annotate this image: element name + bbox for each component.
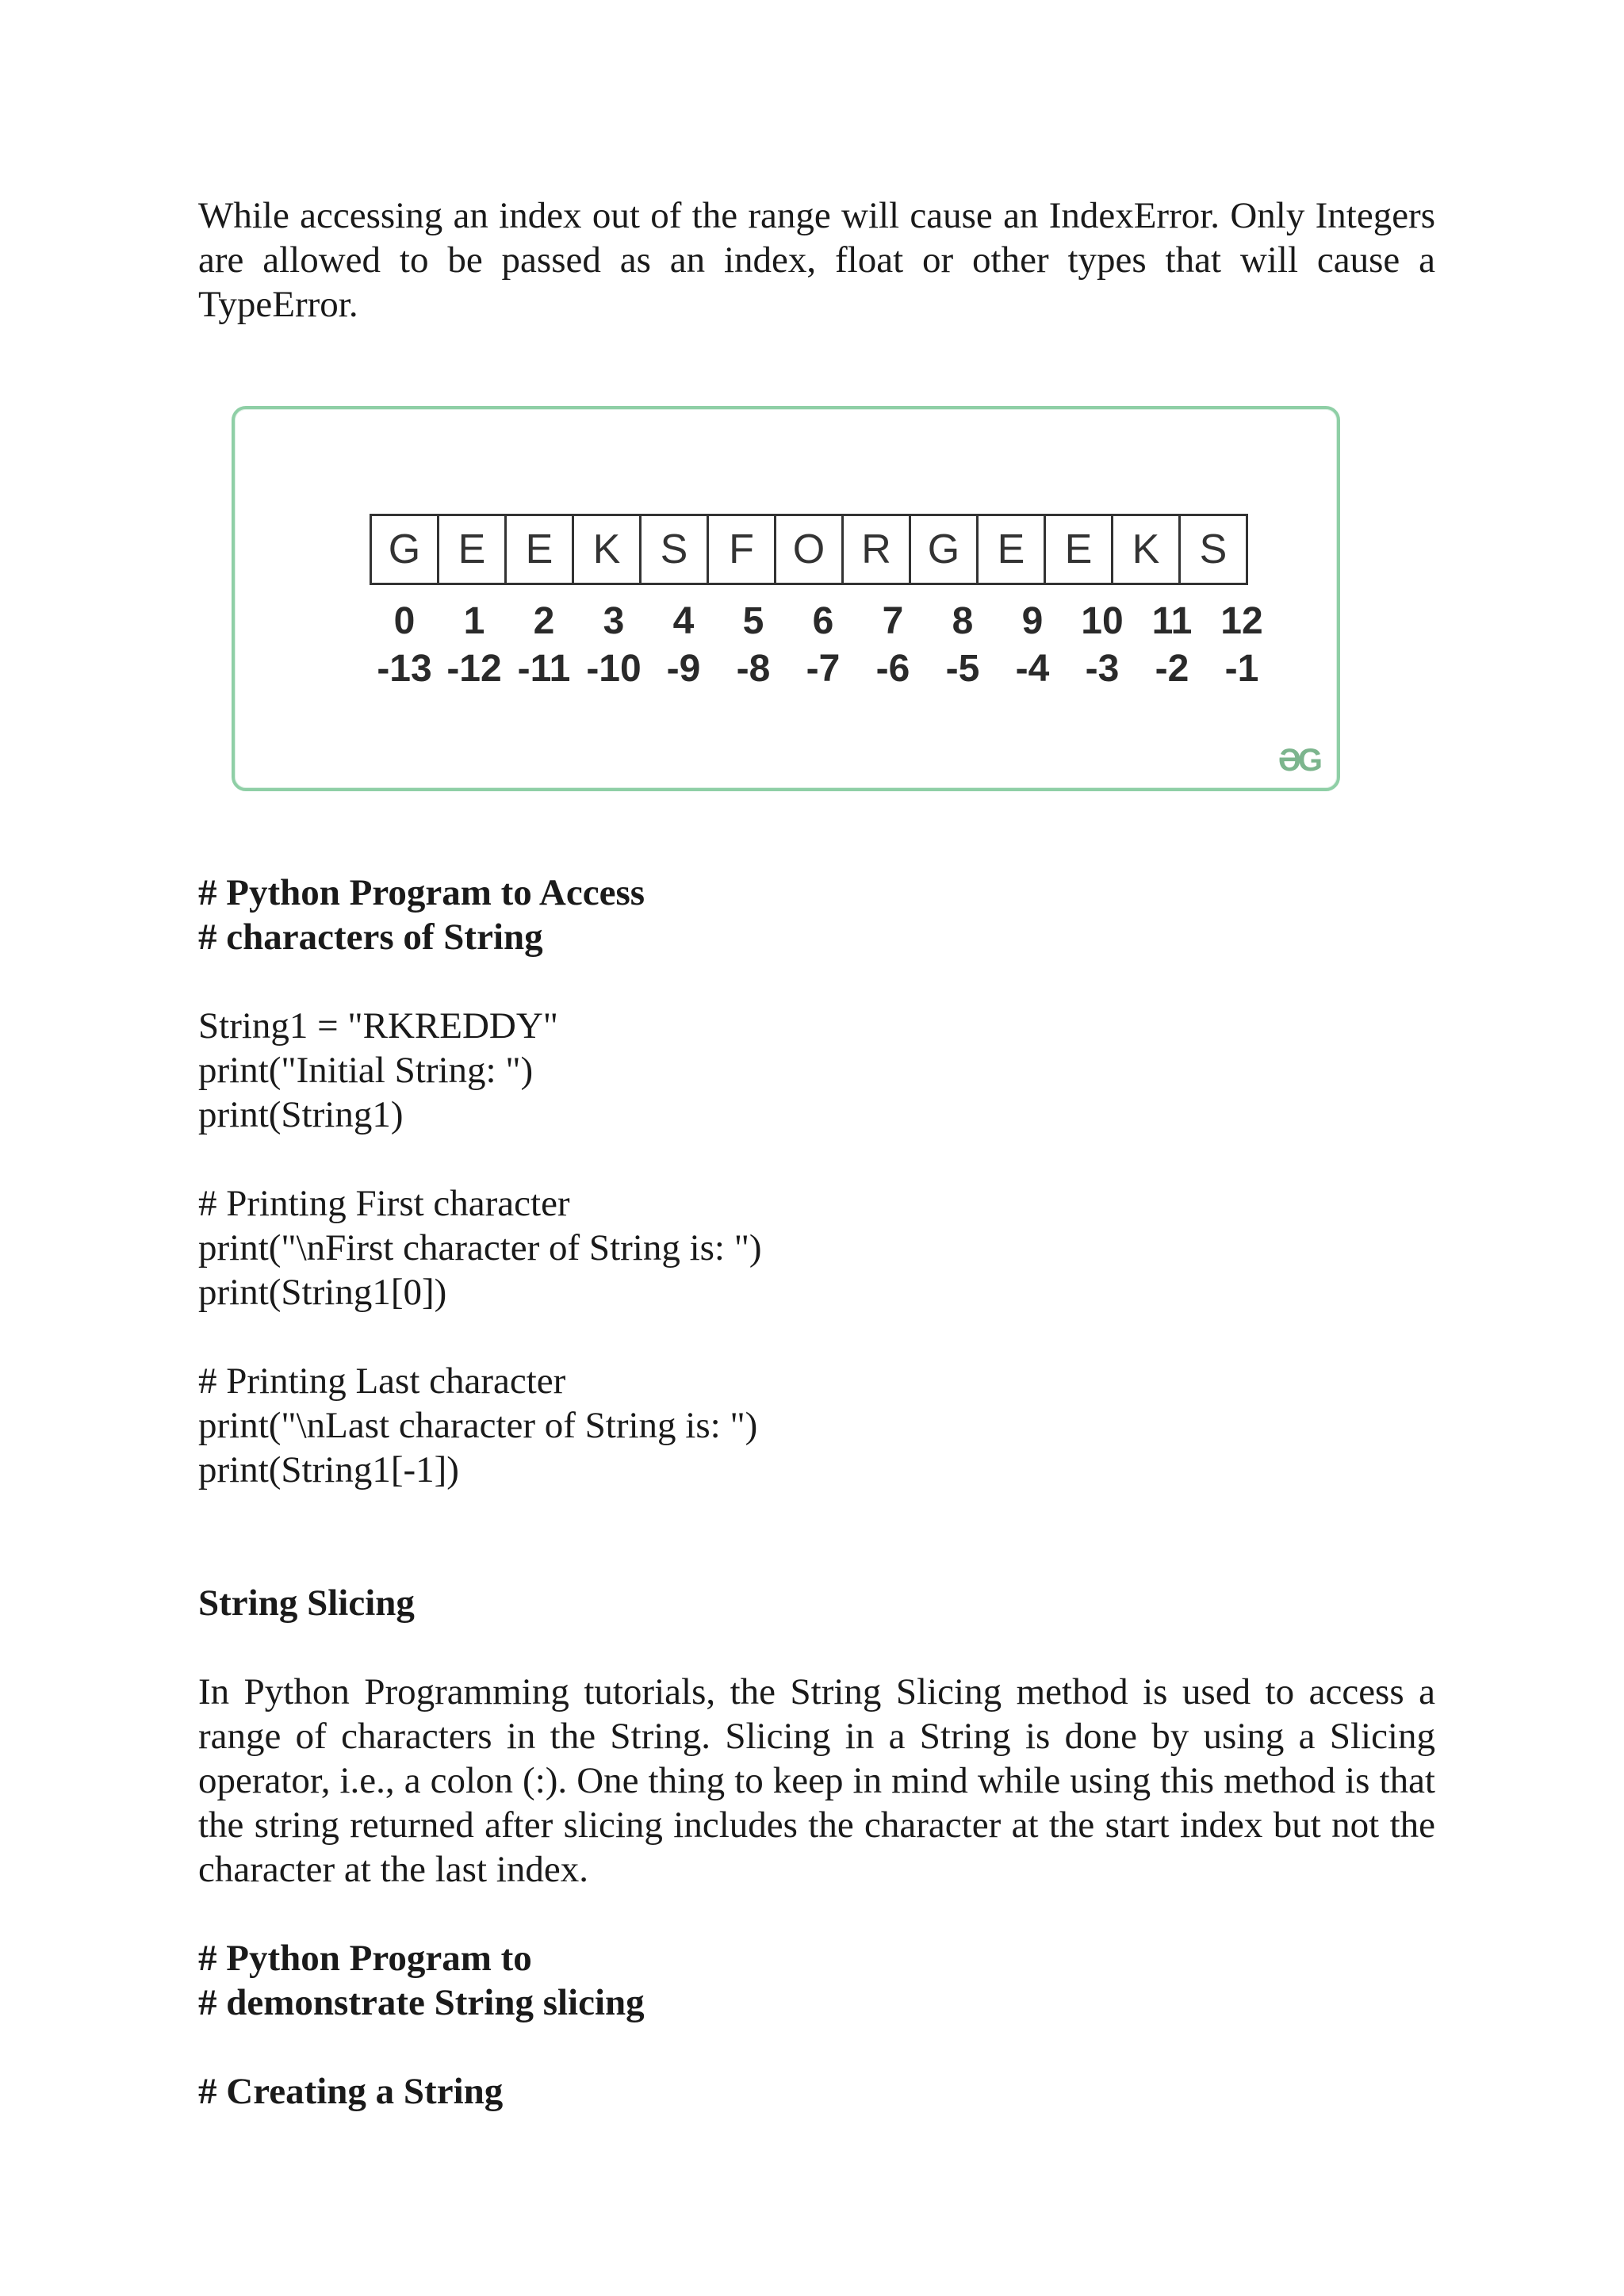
- positive-index: 6: [812, 600, 834, 642]
- code2-comment-2: # demonstrate String slicing: [198, 1982, 645, 2023]
- negative-index: -2: [1155, 648, 1189, 690]
- code1-line-1: String1 = "RKREDDY": [198, 1005, 558, 1047]
- code2-comment-1: # Python Program to: [198, 1938, 532, 1979]
- code1-comment-3: # Printing First character: [198, 1183, 570, 1224]
- letter-cell: G: [911, 516, 979, 583]
- letter-cell: E: [1046, 516, 1113, 583]
- positive-index: 10: [1081, 600, 1124, 642]
- code1-line-3: print(String1): [198, 1094, 404, 1135]
- letter-cell: E: [507, 516, 574, 583]
- string-index-figure: [232, 406, 1340, 791]
- positive-index: 9: [1021, 600, 1044, 642]
- negative-index: -1: [1224, 648, 1259, 690]
- code1-line-2: print("Initial String: "): [198, 1050, 534, 1091]
- positive-index: 8: [952, 600, 974, 642]
- code1-line-6: print("\nLast character of String is: "): [198, 1405, 758, 1446]
- negative-index: -4: [1015, 648, 1050, 690]
- negative-index: -7: [806, 648, 841, 690]
- negative-index: -3: [1085, 648, 1120, 690]
- positive-index: 4: [672, 600, 695, 642]
- letter-cell: K: [1113, 516, 1181, 583]
- positive-index: 12: [1220, 600, 1263, 642]
- code1-line-7: print(String1[-1]): [198, 1449, 459, 1490]
- negative-index: -9: [666, 648, 701, 690]
- negative-index: -6: [875, 648, 910, 690]
- gfg-logo: ƏG: [1277, 743, 1320, 778]
- letter-cell: K: [574, 516, 642, 583]
- code1-comment-1: # Python Program to Access: [198, 872, 645, 913]
- letter-cell: R: [844, 516, 911, 583]
- negative-index: -12: [446, 648, 502, 690]
- positive-index: 11: [1151, 600, 1193, 642]
- negative-index-row: [370, 647, 1277, 691]
- positive-index: 3: [603, 600, 625, 642]
- letter-cell: F: [709, 516, 776, 583]
- negative-index: -13: [377, 648, 432, 690]
- letter-cell: S: [1181, 516, 1248, 583]
- negative-index: -8: [736, 648, 771, 690]
- positive-index: 7: [882, 600, 904, 642]
- negative-index: -10: [586, 648, 642, 690]
- positive-index-row: [370, 599, 1277, 643]
- letter-cell: E: [439, 516, 507, 583]
- positive-index: 2: [533, 600, 555, 642]
- code1-comment-2: # characters of String: [198, 916, 543, 958]
- document-page: [198, 193, 1435, 2114]
- negative-index: -11: [517, 648, 571, 690]
- negative-index: -5: [945, 648, 980, 690]
- slicing-paragraph: In Python Programming tutorials, the String Slicing method is used to access a range of characters in the String. Slicing in a String is done by using a Slicing operator, i.e., a colon (:). One thing to keep in mind while using this method is that the string returned after slicing includes the character at the start index but not the character at the last index.: [198, 1671, 1435, 1890]
- letter-cell: O: [776, 516, 844, 583]
- letter-cell: G: [372, 516, 439, 583]
- letter-cell: E: [979, 516, 1046, 583]
- letter-cells: [370, 514, 1248, 585]
- code2-comment-3: # Creating a String: [198, 2071, 504, 2112]
- letter-cell: S: [642, 516, 709, 583]
- positive-index: 1: [463, 600, 485, 642]
- positive-index: 0: [393, 600, 416, 642]
- code1-line-5: print(String1[0]): [198, 1272, 447, 1313]
- slicing-heading: String Slicing: [198, 1582, 415, 1624]
- positive-index: 5: [742, 600, 764, 642]
- code1-comment-4: # Printing Last character: [198, 1360, 566, 1402]
- intro-paragraph: While accessing an index out of the range will cause an IndexError. Only Integers are allowed to be passed as an index, float or other types that will cause a TypeError.: [198, 195, 1435, 325]
- code1-line-4: print("\nFirst character of String is: "): [198, 1227, 762, 1269]
